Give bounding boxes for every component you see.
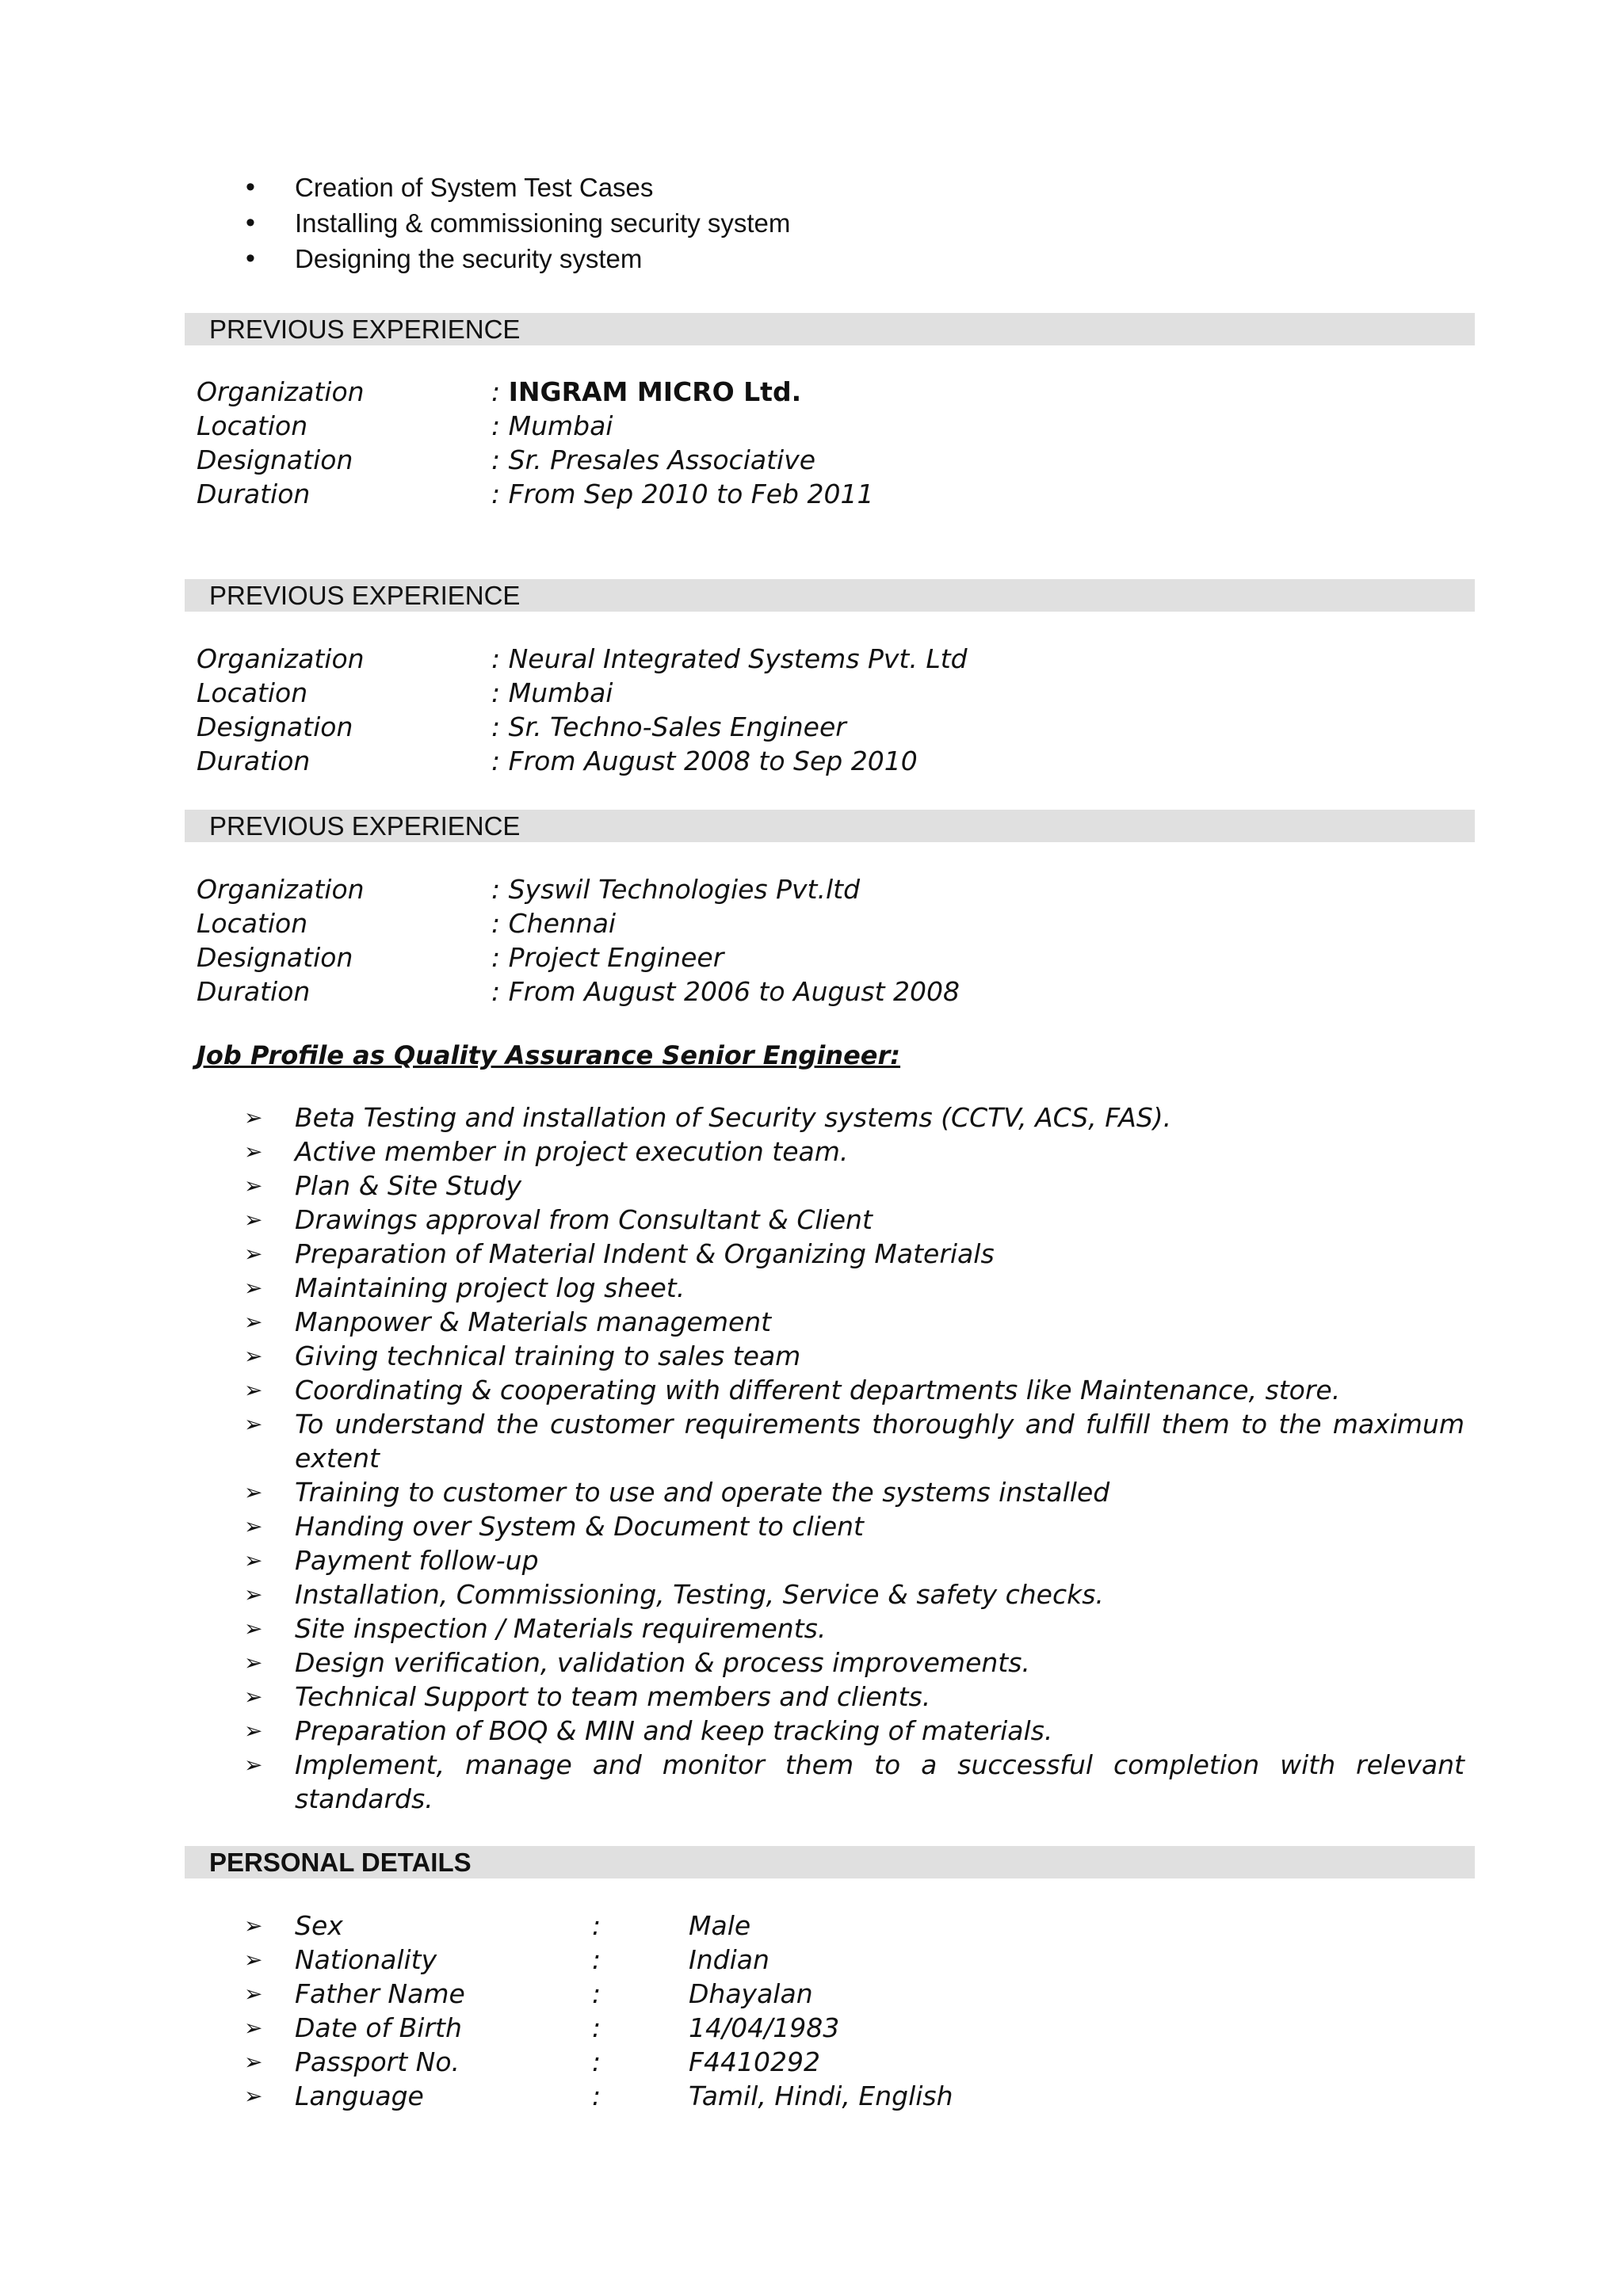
field-value: : From Sep 2010 to Feb 2011 — [491, 479, 874, 509]
list-item: • Installing & commissioning security system — [238, 205, 790, 241]
experience-block — [197, 375, 873, 511]
field-value: : From August 2006 to August 2008 — [491, 976, 960, 1007]
experience-row — [197, 409, 873, 443]
detail-row — [238, 2011, 953, 2045]
field-label: Designation — [197, 942, 353, 973]
field-label: ➢ Sex — [295, 1910, 343, 1941]
list-item: ➢ Training to customer to use and operate the systems installed — [238, 1475, 1465, 1509]
list-item: ➢ Giving technical training to sales team — [238, 1339, 1465, 1373]
field-value: 14/04/1983 — [689, 2012, 840, 2043]
field-label: Location — [197, 908, 308, 939]
experience-row — [197, 676, 968, 710]
list-item: ➢ Manpower & Materials management — [238, 1305, 1465, 1339]
list-item: ➢ Implement, manage and monitor them to a successful completion with relevant standards. — [238, 1748, 1465, 1816]
list-item: ➢ Design verification, validation & process improvements. — [238, 1646, 1465, 1680]
field-label: ➢ Passport No. — [295, 2046, 460, 2077]
field-value: : Sr. Techno-Sales Engineer — [491, 711, 846, 742]
field-separator: : — [592, 1944, 601, 1975]
section-heading: PREVIOUS EXPERIENCE — [185, 579, 1475, 612]
field-value: : Mumbai — [491, 410, 613, 441]
list-item: ➢ Plan & Site Study — [238, 1169, 1465, 1203]
experience-row — [197, 375, 873, 409]
list-item: ➢ To understand the customer requirements thoroughly and fulfill them to the maximum extent — [238, 1407, 1465, 1475]
field-label: Organization — [197, 874, 365, 905]
field-label: ➢ Father Name — [295, 1978, 465, 2009]
list-item: ➢ Technical Support to team members and clients. — [238, 1680, 1465, 1714]
list-item: ➢ Beta Testing and installation of Security systems (CCTV, ACS, FAS). — [238, 1100, 1465, 1135]
field-value: Tamil, Hindi, English — [689, 2081, 953, 2111]
list-item: ➢ Preparation of BOQ & MIN and keep tracking of materials. — [238, 1714, 1465, 1748]
field-separator: : — [592, 2046, 601, 2077]
field-value: : Project Engineer — [491, 942, 724, 973]
experience-row — [197, 974, 960, 1009]
detail-row — [238, 1943, 953, 1977]
responsibility-list — [238, 170, 790, 277]
list-item: ➢ Handing over System & Document to client — [238, 1509, 1465, 1543]
field-label: Location — [197, 677, 308, 708]
organization-name: INGRAM MICRO Ltd. — [508, 376, 802, 407]
list-item: ➢ Maintaining project log sheet. — [238, 1271, 1465, 1305]
field-value: : Mumbai — [491, 677, 613, 708]
field-separator: : — [592, 1978, 601, 2009]
field-label: Duration — [197, 479, 311, 509]
field-value: : Syswil Technologies Pvt.ltd — [491, 874, 861, 905]
experience-block — [197, 642, 968, 778]
field-value: : Chennai — [491, 908, 617, 939]
field-value: Dhayalan — [689, 1978, 813, 2009]
list-item: ➢ Payment follow-up — [238, 1543, 1465, 1577]
experience-row — [197, 642, 968, 676]
list-item: • Creation of System Test Cases — [238, 170, 790, 205]
field-label: Designation — [197, 711, 353, 742]
field-label: ➢ Nationality — [295, 1944, 437, 1975]
detail-row — [238, 1909, 953, 1943]
field-separator: : — [592, 1910, 601, 1941]
experience-row — [197, 906, 960, 940]
field-value: : Neural Integrated Systems Pvt. Ltd — [491, 643, 968, 674]
field-value: : INGRAM MICRO Ltd. — [491, 376, 802, 407]
experience-row — [197, 872, 960, 906]
field-label: Duration — [197, 746, 311, 776]
list-item: ➢ Preparation of Material Indent & Organizing Materials — [238, 1237, 1465, 1271]
list-item: ➢ Active member in project execution team. — [238, 1135, 1465, 1169]
experience-row — [197, 710, 968, 744]
experience-row — [197, 940, 960, 974]
field-label: Organization — [197, 643, 365, 674]
field-label: ➢ Language — [295, 2081, 424, 2111]
experience-block — [197, 872, 960, 1009]
field-value: : From August 2008 to Sep 2010 — [491, 746, 918, 776]
section-heading: PERSONAL DETAILS — [185, 1846, 1475, 1878]
field-label: ➢ Date of Birth — [295, 2012, 462, 2043]
list-item: ➢ Coordinating & cooperating with different departments like Maintenance, store. — [238, 1373, 1465, 1407]
field-value: F4410292 — [689, 2046, 820, 2077]
field-value: : Sr. Presales Associative — [491, 444, 816, 475]
list-item: ➢ Drawings approval from Consultant & Client — [238, 1203, 1465, 1237]
detail-row — [238, 2045, 953, 2079]
field-label: Location — [197, 410, 308, 441]
personal-details-list — [238, 1909, 953, 2113]
list-item: ➢ Installation, Commissioning, Testing, Service & safety checks. — [238, 1577, 1465, 1611]
detail-row — [238, 1977, 953, 2011]
detail-row — [238, 2079, 953, 2113]
field-label: Organization — [197, 376, 365, 407]
field-separator: : — [592, 2012, 601, 2043]
experience-row — [197, 477, 873, 511]
section-heading: PREVIOUS EXPERIENCE — [185, 810, 1475, 842]
job-profile-list — [238, 1100, 1465, 1816]
field-value: Male — [689, 1910, 751, 1941]
list-item: • Designing the security system — [238, 241, 790, 277]
field-label: Duration — [197, 976, 311, 1007]
field-separator: : — [592, 2081, 601, 2111]
section-heading: PREVIOUS EXPERIENCE — [185, 313, 1475, 345]
field-value: Indian — [689, 1944, 769, 1975]
experience-row — [197, 443, 873, 477]
list-item: ➢ Site inspection / Materials requirements. — [238, 1611, 1465, 1646]
field-label: Designation — [197, 444, 353, 475]
experience-row — [197, 744, 968, 778]
job-profile-title: Job Profile as Quality Assurance Senior Engineer: — [197, 1040, 901, 1070]
